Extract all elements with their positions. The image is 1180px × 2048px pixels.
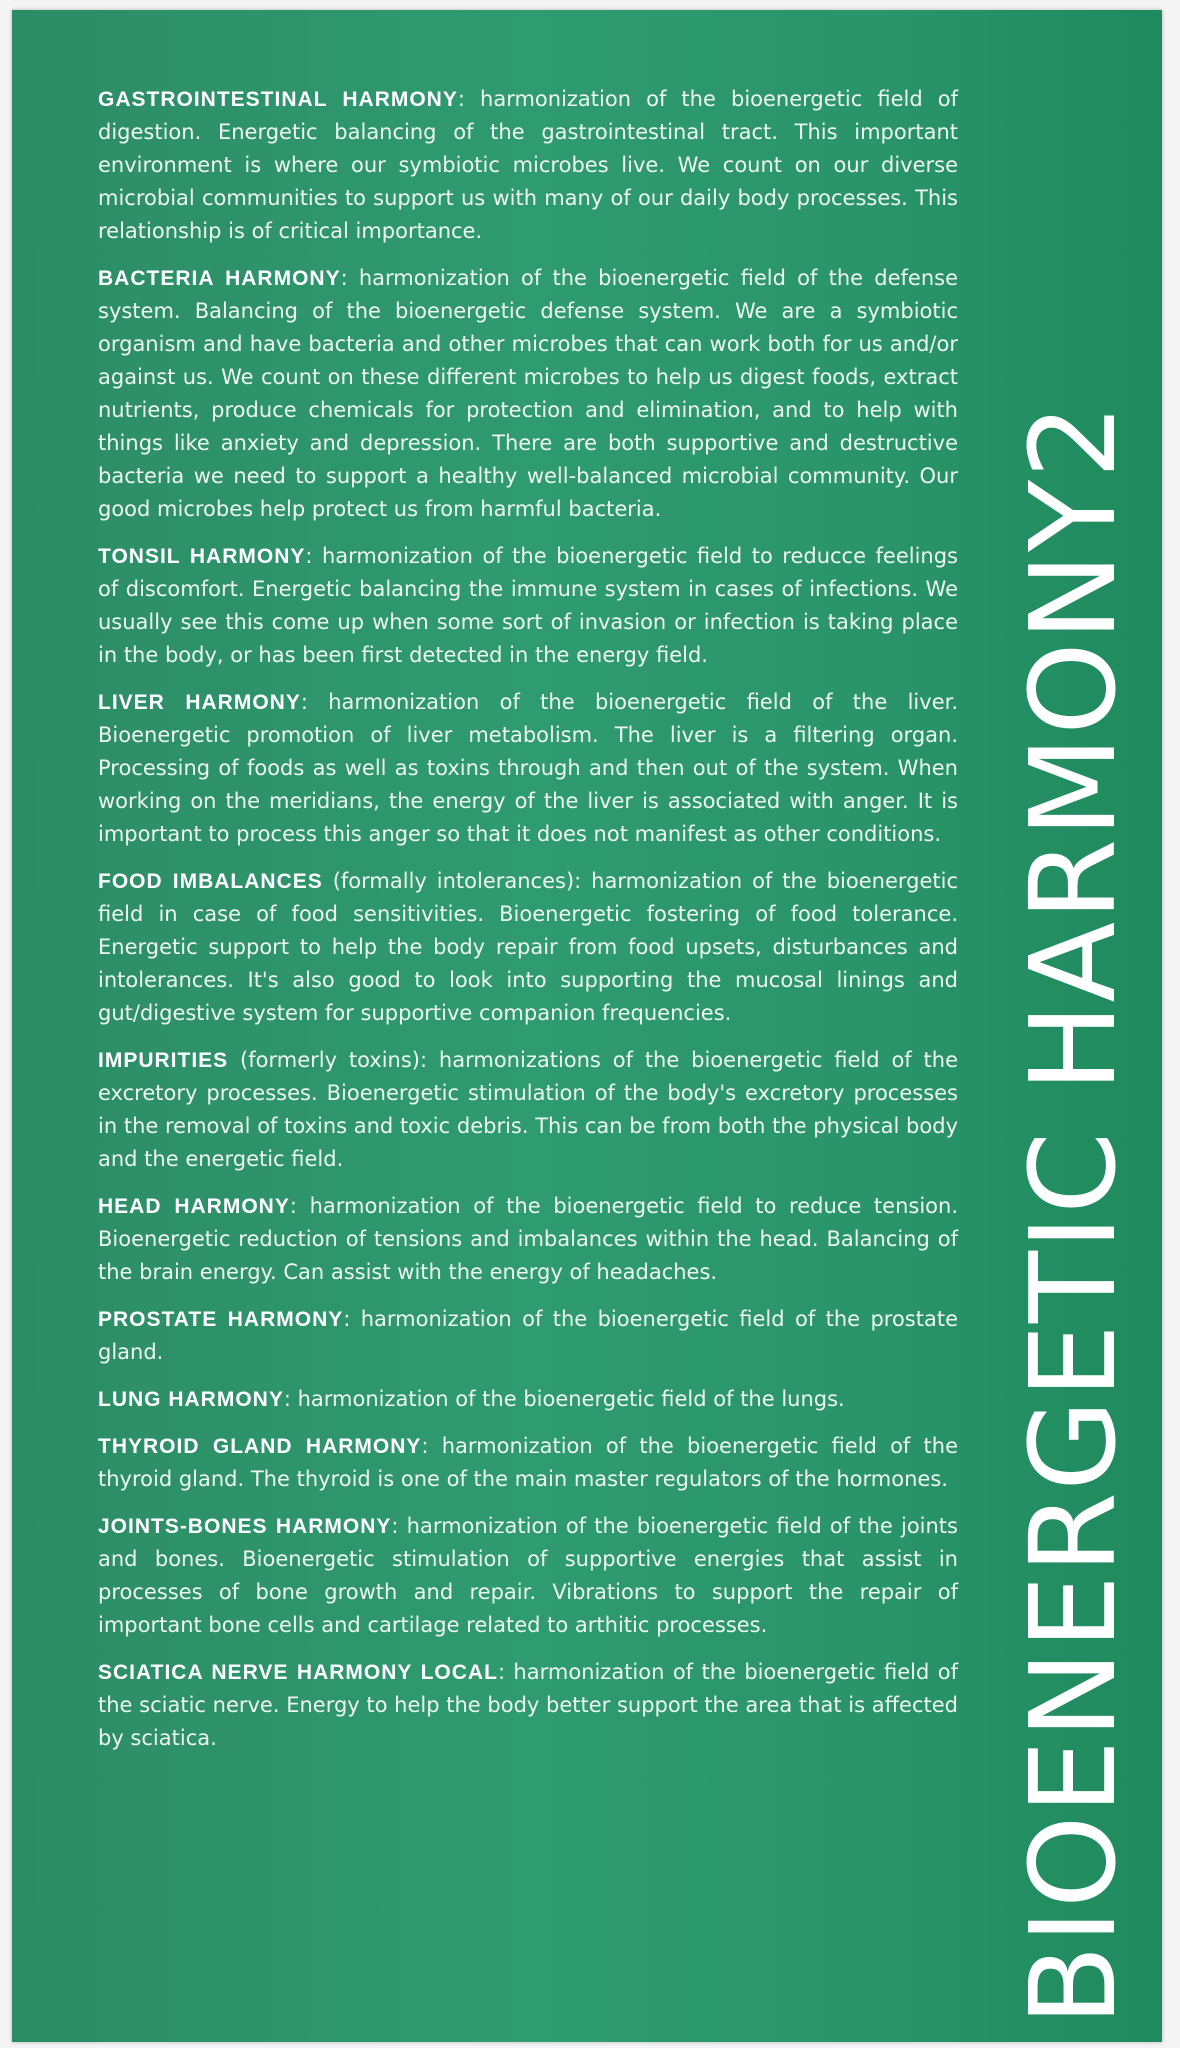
entry-term: GASTROINTESTINAL HARMONY <box>98 88 458 111</box>
entry-term: TONSIL HARMONY <box>98 545 306 568</box>
harmony-panel <box>12 10 1162 2042</box>
entry-text: : harmonization of the bioenergetic field of the joints and bones. Bioenergetic stimulation of supportive energies that assist in processes of bone growth and repair. Vibrations to support the repair of important bone cells and cartilage related to arthitic processes. <box>98 1514 958 1637</box>
entry-text: : harmonization of the bioenergetic field of the thyroid gland. The thyroid is one of the main master regulators of the hormones. <box>98 1434 958 1491</box>
entry-food-imbalances <box>98 865 958 1030</box>
entry-term: SCIATICA NERVE HARMONY LOCAL <box>98 1661 498 1684</box>
entry-text: (formally intolerances): harmonization of the bioenergetic field in case of food sensitivities. Bioenergetic fostering of food tolerance. Energetic support to help the body repair from food upsets, disturbances and intolerances. It's also good to look into supporting the mucosal linings and gut/digestive system for supportive companion frequencies. <box>98 869 958 1025</box>
entry-thyroid <box>98 1430 958 1496</box>
entry-tonsil <box>98 540 958 672</box>
entry-gastrointestinal <box>98 83 958 248</box>
entry-text: (formerly toxins): harmonizations of the bioenergetic field of the excretory processes. Bioenergetic stimulation of the body's excretory processes in the removal of toxins and toxic debris. This can be from both the physical body and the energetic field. <box>98 1048 958 1171</box>
entry-term: HEAD HARMONY <box>98 1195 290 1218</box>
entry-text: : harmonization of the bioenergetic field to reduce tension. Bioenergetic reduction of tensions and imbalances within the head. Balancing of the brain energy. Can assist with the energy of headaches. <box>98 1194 958 1284</box>
entry-term: JOINTS-BONES HARMONY <box>98 1515 392 1538</box>
entry-term: PROSTATE HARMONY <box>98 1308 344 1331</box>
entry-joints-bones <box>98 1510 958 1642</box>
entry-text: : harmonization of the bioenergetic field of the lungs. <box>283 1387 845 1411</box>
entries-list <box>98 83 958 1769</box>
entry-text: : harmonization of the bioenergetic field of the prostate gland. <box>98 1307 958 1364</box>
entry-term: IMPURITIES <box>98 1049 229 1072</box>
entry-term: THYROID GLAND HARMONY <box>98 1435 422 1458</box>
entry-term: LIVER HARMONY <box>98 691 301 714</box>
entry-text: : harmonization of the bioenergetic field to reducce feelings of discomfort. Energetic balancing the immune system in cases of infections. We usually see this come up when some sort of invasion or infection is taking place in the body, or has been first detected in the energy field. <box>98 544 958 667</box>
entry-term: BACTERIA HARMONY <box>98 267 341 290</box>
entry-term: FOOD IMBALANCES <box>98 870 323 893</box>
entry-sciatica <box>98 1656 958 1755</box>
entry-text: : harmonization of the bioenergetic field of the liver. Bioenergetic promotion of liver metabolism. The liver is a filtering organ. Processing of foods as well as toxins through and then out of the system. When working on the meridians, the energy of the liver is associated with anger. It is important to process this anger so that it does not manifest as other conditions. <box>98 690 958 846</box>
entry-bacteria <box>98 262 958 526</box>
entry-head <box>98 1190 958 1289</box>
entry-text: : harmonization of the bioenergetic field of digestion. Energetic balancing of the gastrointestinal tract. This important environment is where our symbiotic microbes live. We count on our diverse microbial communities to support us with many of our daily body processes. This relationship is of critical importance. <box>98 87 958 243</box>
entry-text: : harmonization of the bioenergetic field of the defense system. Balancing of the bioenergetic defense system. We are a symbiotic organism and have bacteria and other microbes that can work both for us and/or against us. We count on these different microbes to help us digest foods, extract nutrients, produce chemicals for protection and elimination, and to help with things like anxiety and depression. There are both supportive and destructive bacteria we need to support a healthy well-balanced microbial community. Our good microbes help protect us from harmful bacteria. <box>98 266 958 521</box>
entry-text: : harmonization of the bioenergetic field of the sciatic nerve. Energy to help the body better support the area that is affected by sciatica. <box>98 1660 958 1750</box>
side-title: BIOENERGETIC HARMONY2 <box>1004 402 1142 2026</box>
entry-prostate <box>98 1303 958 1369</box>
entry-impurities <box>98 1044 958 1176</box>
entry-term: LUNG HARMONY <box>98 1388 284 1411</box>
entry-liver <box>98 686 958 851</box>
entry-lung <box>98 1383 958 1416</box>
